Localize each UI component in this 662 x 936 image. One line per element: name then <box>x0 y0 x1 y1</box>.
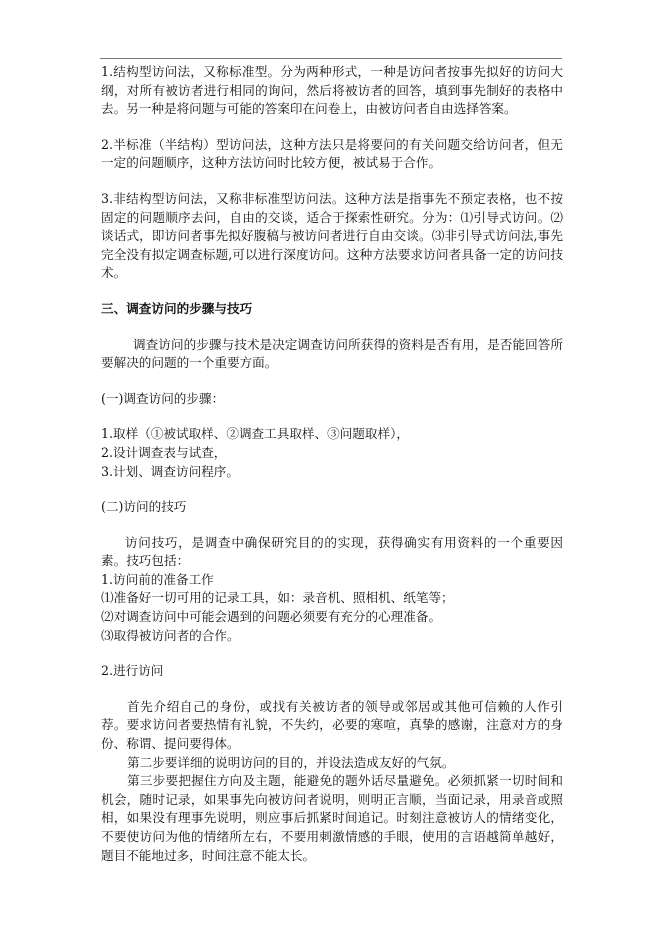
prep-item: ⑵对调查访问中可能会遇到的问题必须要有充分的心理准备。 <box>101 609 442 625</box>
skills-intro: 访问技巧，是调查中确保研究目的的实现，获得确实有用资料的一个重要因素。技巧包括： <box>101 534 563 569</box>
skills-title: (二)访问的技巧 <box>101 499 187 515</box>
prep-item: ⑶取得被访问者的合作。 <box>101 627 240 643</box>
conduct-paragraph: 第三步要把握住方向及主题，能避免的题外话尽量避免。必须抓紧一切时间和机会，随时记录，如果事先向被访问者说明，则明正言顺，当面记录，用录音或照相，如果没有理事先说明，则应事后抓紧时间追记。时刻注意被访人的情绪变化，不要使访问为他的情绪所左右，不要用刺激情感的手眼，使用的言语越简单越好，题目不能地过多，时间注意不能太长。 <box>101 773 563 863</box>
section-intro: 调查访问的步骤与技术是决定调查访问所获得的资料是否有用，是否能回答所要解决的问题的一个重要方面。 <box>101 336 563 371</box>
section-heading: 三、调查访问的步骤与技巧 <box>101 300 253 316</box>
paragraph-unstructured-interview: 3.非结构型访问法，又称非标准型访问法。这种方法是指事先不预定表格，也不按固定的问题顺序去问，自由的交谈，适合于探索性研究。分为：⑴引导式访问。⑵谈话式，即访问者事先拟好腹稿与被访问者进行自由交谈。⑶非引导式访问法,事先完全没有拟定调查标题,可以进行深度访问。这种方法要求访问者具备一定的访问技术。 <box>101 190 563 281</box>
step-item: 3.计划、调查访问程序。 <box>101 463 239 479</box>
document-body <box>101 63 563 865</box>
paragraph-semi-structured-interview: 2.半标准（半结构）型访问法，这种方法只是将要问的有关问题交给访问者，但无一定的问题顺序，这种方法访问时比较方便，被试易于合作。 <box>101 136 563 171</box>
prep-title: 1.访问前的准备工作 <box>101 571 214 587</box>
conduct-paragraph: 第二步要详细的说明访问的目的，并设法造成友好的气氛。 <box>127 754 455 770</box>
step-item: 1.取样（①被试取样、②调查工具取样、③问题取样）， <box>101 426 409 442</box>
conduct-title: 2.进行访问 <box>101 663 164 679</box>
conduct-paragraph: 首先介绍自己的身份，或找有关被访者的领导或邻居或其他可信赖的人作引荐。要求访问者要热情有礼貌，不失约，必要的寒喧，真挚的感谢，注意对方的身份、称谓、提问要得体。 <box>101 698 563 752</box>
steps-title: (一)调查访问的步骤： <box>101 390 225 406</box>
header-rule <box>100 58 562 59</box>
step-item: 2.设计调查表与试查， <box>101 444 227 460</box>
paragraph-structured-interview: 1.结构型访问法，又称标准型。分为两种形式，一种是访问者按事先拟好的访问大纲，对所有被访者进行相同的询问，然后将被访者的回答，填到事先制好的表格中去。另一种是将问题与可能的答案印在问卷上，由被访问者自由选择答案。 <box>101 64 563 117</box>
prep-item: ⑴准备好一切可用的记录工具，如：录音机、照相机、纸笔等； <box>101 590 454 606</box>
